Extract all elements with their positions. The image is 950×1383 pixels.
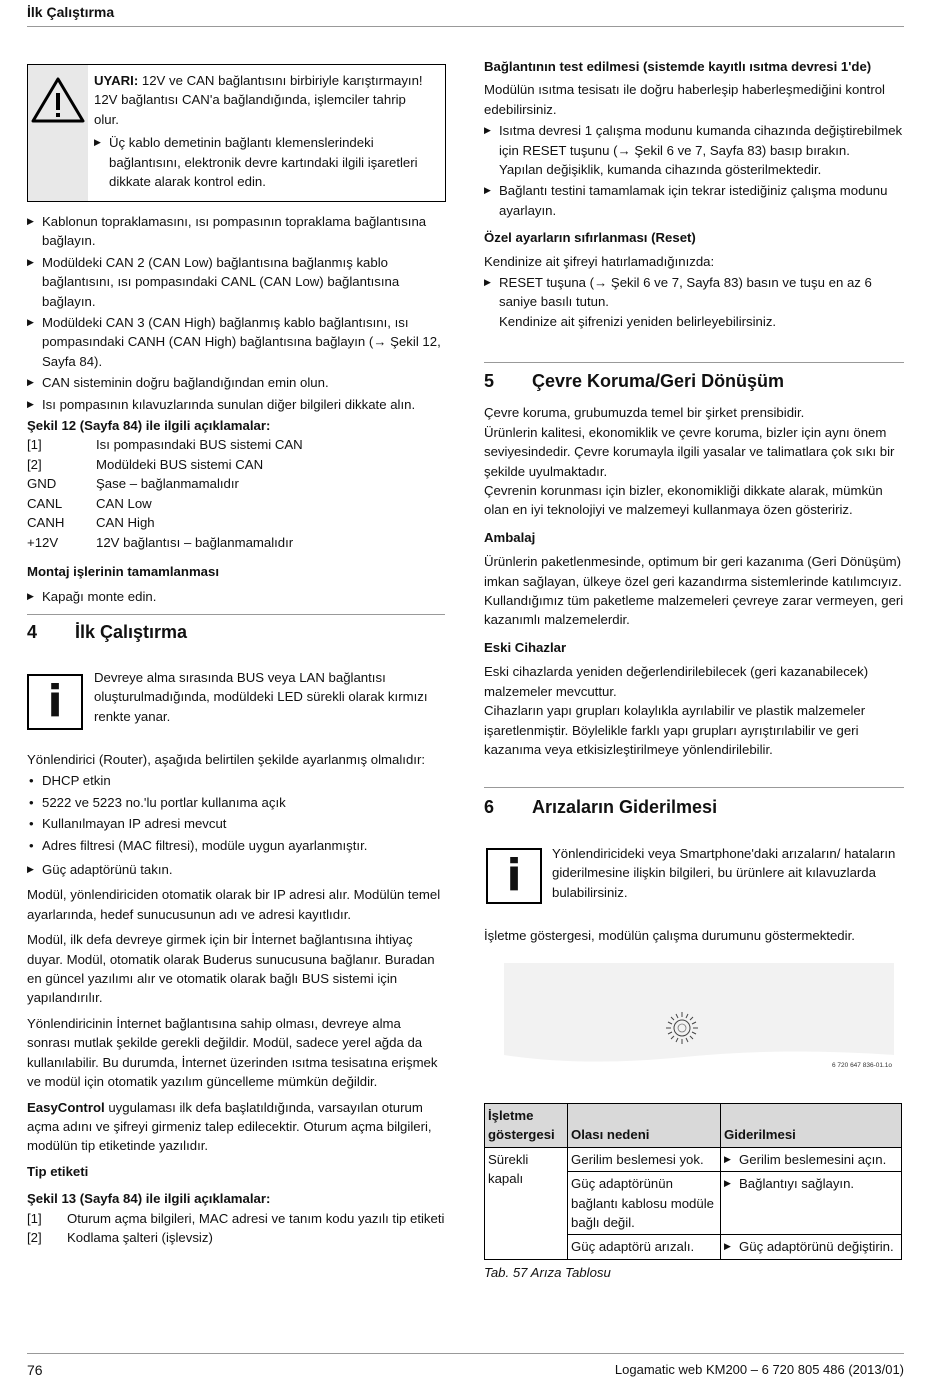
legend-key: +12V	[27, 534, 59, 550]
legend-value: CAN High	[96, 515, 155, 531]
legend-value: CAN Low	[96, 495, 152, 511]
info-icon: i	[506, 850, 522, 901]
warning-triangle-icon	[28, 65, 88, 201]
test-step-1: ▶ Isıtma devresi 1 çalışma modunu kumanda cihazında değiştirebilmek için RESET tuşunu (→ Şekil 6 ve 7, Sayfa 83) basıp bırakın.	[484, 121, 904, 160]
s6-para: İşletme göstergesi, modülün çalışma durumunu göstermektedir.	[484, 928, 855, 943]
info4-text: Devreye alma sırasında BUS veya LAN bağlantısı oluşturulmadığında, modüldeki LED sürekli olarak kırmızı renkte yanar.	[94, 670, 428, 724]
error-table	[484, 1103, 902, 1260]
router-intro: Yönlendirici (Router), aşağıda belirtilen şekilde ayarlanmış olmalıdır:	[27, 752, 426, 767]
router-bullet: • 5222 ve 5223 no.'lu portlar kullanıma açık	[27, 793, 445, 812]
table-row	[485, 1147, 902, 1171]
fix-step: ▶ Gerilim beslemesini açın.	[724, 1150, 898, 1169]
reset-para: Kendinize ait şifreyi hatırlamadığınızda:	[484, 253, 715, 269]
para-ip: Modül, yönlendiriciden otomatik olarak bir IP adresi alır. Modülün temel ayarlarında, hedef sunucusunun adı ve adresi kayıtlıdır.	[27, 887, 441, 922]
easycontrol-text: uygulaması ilk defa başlatıldığında, varsayılan oturum açma adını ve şifreyi girmeniz talep edilecektir. Oturum açma bilgileri, modülün tip etiketinde yazılıdır.	[27, 1099, 432, 1154]
section4-rule	[27, 614, 445, 615]
cause-cell: Gerilim beslemesi yok.	[568, 1147, 721, 1171]
montaj-title: Montaj işlerinin tamamlanması	[27, 563, 220, 579]
section5-rule	[484, 362, 904, 363]
router-bullet: • DHCP etkin	[27, 771, 445, 790]
legend-key: CANH	[27, 515, 65, 531]
test-title: Bağlantının test edilmesi (sistemde kayıtlı ısıtma devresi 1'de)	[484, 59, 872, 74]
legend13-row	[27, 1228, 445, 1247]
step-manuals: ▶ Isı pompasının kılavuzlarında sunulan diğer bilgileri dikkate alın.	[27, 395, 445, 414]
legend13-row	[27, 1209, 445, 1228]
warning-step: ▶ Üç kablo demetinin bağlantı klemenslerindeki bağlantısını, elektronik devre kartındaki ilgili işaretleri dikkate alarak kontrol edin.	[94, 133, 434, 191]
error-table-wrap	[484, 1103, 904, 1282]
section-title: Arızaların Giderilmesi	[532, 797, 718, 817]
ambalaj-para: Ürünlerin paketlenmesinde, optimum bir geri kazanıma (Geri Dönüşüm) imkan sağlayan, ülkeye özel geri kazandırma sistemlerinde katılımcıyız. Kullandığımız tüm paketleme malzemeleri çevreye zarar vermeyen, geri kazanımlı malzemelerdir.	[484, 554, 904, 628]
reset-result: Kendinize ait şifrenizi yeniden belirleyebilirsiniz.	[499, 313, 777, 329]
section6-heading-wrap	[484, 798, 904, 817]
page-number: 76	[27, 1362, 43, 1378]
table-header-row	[485, 1104, 902, 1148]
info6-text: Yönlendiricideki veya Smartphone'daki arızaların/ hataların giderilmesine ilişkin bilgileri, bu ürünlere ait kılavuzlarda bulabilirsiniz.	[552, 846, 896, 900]
left-column-bottom	[27, 750, 445, 1247]
footer-rule	[27, 1353, 904, 1354]
legend-row	[27, 533, 445, 552]
fix-cell	[721, 1172, 902, 1235]
section-number: 5	[484, 371, 495, 391]
warning-label: UYARI:	[94, 73, 139, 88]
step-cover: ▶ Kapağı monte edin.	[27, 587, 445, 606]
cause-cell: Güç adaptörü arızalı.	[568, 1235, 721, 1259]
legend13-title: Şekil 13 (Sayfa 84) ile ilgili açıklamalar:	[27, 1191, 271, 1207]
tip-title: Tip etiketi	[27, 1163, 89, 1179]
warning-sidebar	[28, 65, 88, 201]
s5-para2: Ürünlerin kalitesi, ekonomiklik ve çevre koruma, bizler için aynı önem seviyesindedir. Çevre korumayla ilgili yasalar ve talimatlara çok sıkı bir şekilde uyulmaktadır.	[484, 424, 895, 479]
status-cell: Sürekli kapalı	[485, 1147, 568, 1259]
legend-row	[27, 494, 445, 513]
legend-row	[27, 435, 445, 454]
test-step-1-result: Yapılan değişiklik, kumanda cihazında gösterilmektedir.	[499, 162, 822, 178]
reset-title: Özel ayarların sıfırlanması (Reset)	[484, 230, 696, 246]
legend-key: [2]	[27, 456, 42, 472]
document-id: Logamatic web KM200 – 6 720 805 486 (2013/01)	[614, 1362, 904, 1377]
s5-para1: Çevre koruma, grubumuzda temel bir şirket prensibidir.	[484, 405, 805, 421]
legend-key: [1]	[27, 437, 42, 453]
cause-cell: Güç adaptörünün bağlantı kablosu modüle bağlı değil.	[568, 1172, 721, 1235]
legend-key: CANL	[27, 495, 63, 511]
para-easycontrol	[27, 1098, 445, 1156]
step-can-check: ▶ CAN sisteminin doğru bağlandığından emin olun.	[27, 373, 445, 392]
section-title: İlk Çalıştırma	[75, 622, 188, 642]
legend12-title: Şekil 12 (Sayfa 84) ile ilgili açıklamalar:	[27, 418, 271, 434]
header-rule	[27, 26, 904, 27]
s5-para3: Çevrenin korunması için bizler, ekonomikliği dikkate alarak, mümkün olan en iyi teknolojiyi ve malzemeyi kullanmaya özen gösteririz.	[484, 483, 883, 518]
legend-value: Oturum açma bilgileri, MAC adresi ve tanım kodu yazılı tip etiketi	[67, 1210, 445, 1226]
section6-rule	[484, 787, 904, 788]
para-local: Yönlendiricinin İnternet bağlantısına sahip olması, devreye alma sonrası mutlak şekilde gerekli değildir. Modül, sadece yerel ağda da kullanılabilir. Bu durumda, İnternet üzerinden ısıtma tesisatına erişmek ve modül için otomatik yazılım güncelleme mümkün değildir.	[27, 1015, 438, 1090]
legend-value: Şase – bağlanmamalıdır	[96, 476, 239, 492]
eski-title: Eski Cihazlar	[484, 639, 567, 655]
eski-para1: Eski cihazlarda yeniden değerlendirilebilecek (geri kazanabilecek) malzemeler mevcuttur.	[484, 664, 869, 699]
led-figure	[484, 955, 904, 1070]
para-internet: Modül, ilk defa devreye girmek için bir İnternet bağlantısına ihtiyaç duyar. Modül, otomatik olarak Buderus sunucusuna bağlanır. Buradan en güncel yazılımı alır ve otomatik olarak bağlı BUS sistemi için yapılandırılır.	[27, 932, 435, 1006]
step-can-high: ▶ Modüldeki CAN 3 (CAN High) bağlanmış kablo bağlantısını, ısı pompasındaki CANH (CAN High) bağlantısına bağlayın (→ Şekil 12, Sayfa 84).	[27, 313, 445, 371]
eski-para2: Cihazların yapı grupları kolaylıkla ayrılabilir ve plastik malzemeler işaretlenmiştir. Böylelikle farklı yapı grupları ayrıştırılabilir ve geri kazanıma veya etkisizleştirilmeye yönlendirilebilir.	[484, 703, 866, 757]
warning-text: 12V ve CAN bağlantısını birbiriyle karıştırmayın! 12V bağlantısı CAN'a bağlandığında, işlemciler tahrip olur.	[94, 73, 423, 127]
running-header: İlk Çalıştırma	[27, 4, 115, 20]
section-number: 4	[27, 622, 38, 642]
section4-heading	[27, 623, 445, 642]
right-column-top	[484, 57, 904, 331]
section-number: 6	[484, 797, 495, 817]
test-step-2: ▶ Bağlantı testini tamamlamak için tekrar istediğiniz çalışma modunu ayarlayın.	[484, 181, 904, 220]
step-grounding: ▶ Kablonun topraklamasını, ısı pompasının topraklama bağlantısına bağlayın.	[27, 212, 445, 251]
legend-value: Modüldeki BUS sistemi CAN	[96, 456, 264, 472]
col-header-status: İşletme göstergesi	[485, 1104, 568, 1148]
legend-value: Kodlama şalteri (işlevsiz)	[67, 1229, 213, 1245]
legend-key: GND	[27, 476, 57, 492]
legend-value: Isı pompasındaki BUS sistemi CAN	[96, 437, 303, 453]
table-caption: Tab. 57 Arıza Tablosu	[484, 1264, 611, 1280]
legend-row	[27, 513, 445, 532]
left-column-top	[27, 212, 445, 609]
section-title: Çevre Koruma/Geri Dönüşüm	[532, 371, 785, 391]
legend-row	[27, 474, 445, 493]
legend-key: [2]	[27, 1229, 42, 1245]
step-can-low: ▶ Modüldeki CAN 2 (CAN Low) bağlantısına bağlanmış kablo bağlantısını, ısı pompasındaki CANL (CAN Low) bağlantısına bağlayın.	[27, 253, 445, 311]
legend-value: 12V bağlantısı – bağlanmamalıdır	[96, 534, 294, 550]
warning-box	[27, 64, 446, 202]
fix-step: ▶ Güç adaptörünü değiştirin.	[724, 1237, 898, 1256]
legend-key: [1]	[27, 1210, 42, 1226]
info-box-6	[486, 848, 542, 904]
easycontrol-name: EasyControl	[27, 1099, 105, 1115]
legend-row	[27, 455, 445, 474]
router-bullet: • Kullanılmayan IP adresi mevcut	[27, 814, 445, 833]
reset-step: ▶ RESET tuşuna (→ Şekil 6 ve 7, Sayfa 83) basın ve tuşu en az 6 saniye basılı tutun.	[484, 273, 904, 312]
section4-heading-wrap	[27, 623, 445, 642]
router-bullet: • Adres filtresi (MAC filtresi), modüle uygun ayarlanmıştır.	[27, 836, 445, 855]
section6-heading	[484, 798, 904, 817]
info-box-4	[27, 674, 83, 730]
col-header-fix: Giderilmesi	[721, 1104, 902, 1148]
fix-cell	[721, 1235, 902, 1259]
fix-cell	[721, 1147, 902, 1171]
col-header-cause: Olası nedeni	[568, 1104, 721, 1148]
fix-step: ▶ Bağlantıyı sağlayın.	[724, 1174, 898, 1193]
test-para: Modülün ısıtma tesisatı ile doğru haberleşip haberleşmediğini kontrol edebilirsiniz.	[484, 82, 885, 117]
figure-code: 6 720 647 836-01.1o	[832, 1062, 892, 1069]
module-led-illustration	[484, 955, 904, 1070]
section5-heading	[484, 372, 904, 391]
info-icon: i	[47, 676, 63, 727]
ambalaj-title: Ambalaj	[484, 529, 536, 545]
section5-wrap	[484, 372, 904, 765]
step-adapter: ▶ Güç adaptörünü takın.	[27, 860, 445, 879]
